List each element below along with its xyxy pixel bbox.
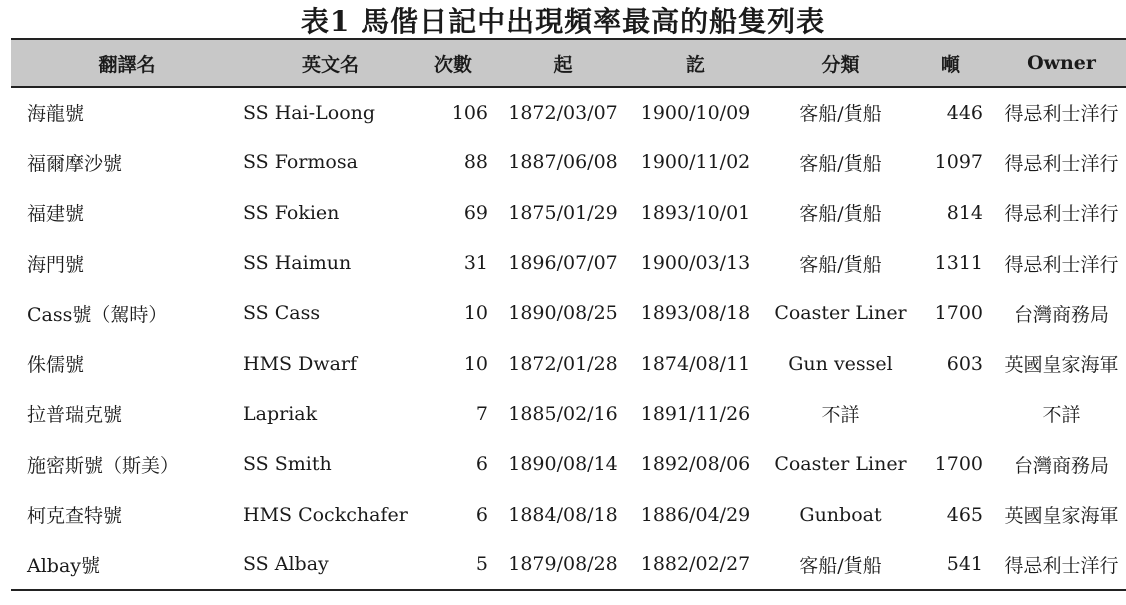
cell-english-name: SS Smith [243,453,332,476]
cell-chinese-name: 施密斯號（斯美） [27,454,180,477]
cell-category: 客船/貨船 [799,203,882,226]
table-row [11,87,1126,137]
cell-count: 6 [475,453,488,476]
cell-start-date: 1896/07/07 [508,252,618,275]
cell-tonnage: 541 [946,553,983,576]
cell-chinese-name: 海門號 [27,253,85,276]
cell-chinese-name: 拉普瑞克號 [27,404,123,427]
cell-end-date: 1900/10/09 [640,101,751,124]
header-start-date: 起 [553,53,573,76]
cell-end-date: 1900/03/13 [640,252,751,275]
cell-end-date: 1893/08/18 [640,302,751,325]
cell-owner: 台灣商務局 [1013,454,1109,477]
cell-english-name: SS Haimun [243,252,352,275]
cell-count: 6 [475,503,488,526]
cell-count: 106 [451,101,488,124]
cell-start-date: 1890/08/25 [508,302,618,325]
cell-owner: 得忌利士洋行 [1004,554,1119,577]
cell-owner: 得忌利士洋行 [1004,203,1119,226]
cell-start-date: 1884/08/18 [508,503,618,526]
cell-owner: 得忌利士洋行 [1004,253,1119,276]
cell-chinese-name: 福建號 [27,203,85,226]
cell-owner: 英國皇家海軍 [1004,505,1119,528]
cell-category: 客船/貨船 [799,253,882,276]
cell-end-date: 1892/08/06 [640,453,751,476]
cell-category: 客船/貨船 [799,152,882,175]
cell-chinese-name: 侏儒號 [27,354,85,377]
cell-owner: 台灣商務局 [1013,303,1109,326]
cell-count: 10 [463,352,488,375]
cell-chinese-name: 海龍號 [27,103,85,126]
cell-english-name: SS Fokien [243,201,340,224]
table-body [11,87,1126,590]
cell-start-date: 1885/02/16 [508,402,618,425]
cell-owner: 得忌利士洋行 [1004,103,1119,126]
cell-english-name: SS Albay [243,553,329,576]
cell-count: 69 [463,201,488,224]
header-category: 分類 [821,53,860,76]
cell-end-date: 1900/11/02 [640,151,751,174]
cell-start-date: 1887/06/08 [508,151,618,174]
cell-english-name: HMS Dwarf [243,352,358,375]
cell-owner: 不詳 [1042,404,1081,427]
cell-count: 10 [463,302,488,325]
table-row [11,540,1126,590]
table-row [11,288,1126,338]
cell-chinese-name: 福爾摩沙號 [27,152,123,175]
cell-start-date: 1875/01/29 [508,201,618,224]
cell-tonnage: 814 [946,201,983,224]
cell-category: Coaster Liner [774,453,907,476]
header-tonnage: 噸 [940,53,960,76]
cell-tonnage: 603 [946,352,983,375]
header-end-date: 訖 [685,53,705,76]
cell-start-date: 1890/08/14 [508,453,618,476]
table-row [11,389,1126,439]
cell-chinese-name: 柯克查特號 [27,505,123,528]
header-owner: Owner [1027,52,1096,74]
cell-category: 客船/貨船 [799,554,882,577]
cell-end-date: 1882/02/27 [640,553,751,576]
cell-start-date: 1872/01/28 [508,352,618,375]
ship-table-container [11,38,1117,591]
cell-category: Gunboat [799,503,882,526]
cell-end-date: 1893/10/01 [640,201,751,224]
cell-start-date: 1872/03/07 [508,101,618,124]
header-row [11,39,1126,87]
cell-english-name: SS Cass [243,302,321,325]
cell-tonnage: 1700 [934,453,983,476]
cell-count: 88 [463,151,488,174]
cell-category: 客船/貨船 [799,103,882,126]
cell-tonnage: 1311 [934,252,983,275]
cell-end-date: 1891/11/26 [640,402,751,425]
cell-category: Coaster Liner [774,302,907,325]
cell-tonnage: 446 [946,101,983,124]
cell-english-name: SS Hai-Loong [243,101,376,124]
header-chinese-name: 翻譯名 [98,53,156,76]
cell-owner: 得忌利士洋行 [1004,152,1119,175]
table-row [11,137,1126,187]
cell-owner: 英國皇家海軍 [1004,354,1119,377]
cell-category: 不詳 [821,404,860,427]
table-row [11,338,1126,388]
cell-english-name: HMS Cockchafer [243,503,408,526]
table-row [11,238,1126,288]
cell-start-date: 1879/08/28 [508,553,618,576]
header-count: 次數 [433,53,472,76]
header-english-name: 英文名 [301,53,359,76]
cell-chinese-name: Albay號 [27,554,101,577]
cell-end-date: 1874/08/11 [640,352,751,375]
cell-chinese-name: Cass號（駕時） [27,303,168,326]
table-row [11,489,1126,539]
table-header [11,39,1126,87]
cell-count: 5 [475,553,488,576]
cell-category: Gun vessel [788,352,893,375]
table-row [11,439,1126,489]
cell-english-name: Lapriak [243,402,318,425]
table-title: 表1 馬偕日記中出現頻率最高的船隻列表 [300,5,826,38]
cell-end-date: 1886/04/29 [640,503,751,526]
cell-count: 7 [475,402,488,425]
cell-tonnage: 465 [946,503,983,526]
cell-tonnage: 1097 [934,151,983,174]
table-row [11,188,1126,238]
cell-tonnage: 1700 [934,302,983,325]
ship-table [11,38,1126,591]
cell-count: 31 [463,252,488,275]
cell-tonnage [918,389,991,439]
cell-english-name: SS Formosa [243,151,358,174]
